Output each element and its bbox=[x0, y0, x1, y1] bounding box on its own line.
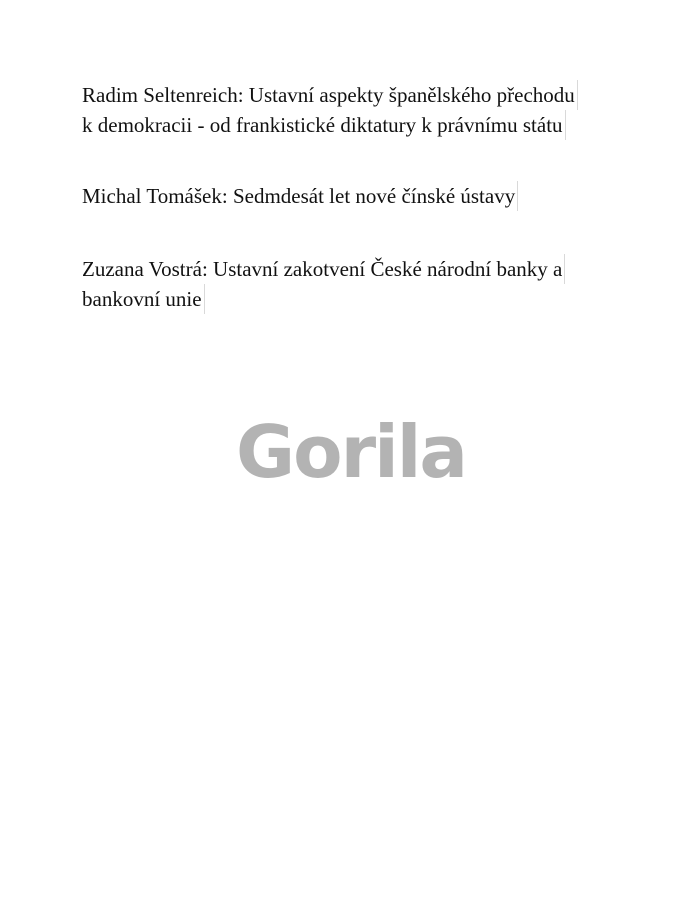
article-entry-2 bbox=[82, 181, 518, 211]
article-entry-3 bbox=[82, 254, 565, 314]
article-3-line-2: bankovní unie bbox=[82, 284, 565, 314]
article-1-line-1: Radim Seltenreich: Ustavní aspekty španělského přechodu bbox=[82, 80, 578, 110]
article-3-line-1: Zuzana Vostrá: Ustavní zakotvení České národní banky a bbox=[82, 254, 565, 284]
article-entry-1 bbox=[82, 80, 578, 140]
gorila-watermark-logo: Gorila bbox=[236, 410, 467, 494]
article-2-line-1: Michal Tomášek: Sedmdesát let nové čínské ústavy bbox=[82, 181, 518, 211]
article-1-line-2: k demokracii - od frankistické diktatury k právnímu státu bbox=[82, 110, 578, 140]
